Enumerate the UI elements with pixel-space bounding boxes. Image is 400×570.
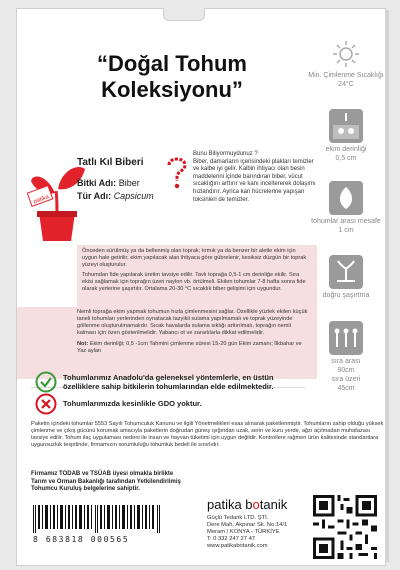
check-circle-icon — [35, 371, 57, 393]
sowing-depth-label: ekim derinliği — [325, 146, 367, 153]
seed-spacing-value: 1 cm — [338, 227, 354, 234]
traditional-seed-text: Tohumlarımız Anadolu'da geleneksel yöntemlerle, en üstün özelliklere sahip bitkilerin tohumlarından elde edilmektedir. — [63, 373, 274, 391]
did-you-know — [193, 151, 317, 204]
species-label: Tür Adı: — [77, 191, 112, 201]
side-icon-column — [307, 33, 385, 453]
question-icon — [163, 155, 191, 196]
membership-text: Firmamız TODAB ve TSÜAB üyesi olmakla birlikte Tarım ve Orman Bakanlığı tarafından Yetkilendirilmiş Tohumcu Kuruluş belgelerine sahiptir. — [31, 471, 181, 492]
brand-part-3: tanik — [259, 497, 288, 512]
seed-spacing-info — [307, 181, 385, 235]
temperature-info — [307, 39, 385, 89]
note-text: Ekim derinliği; 0,5 -1cm Tahmini çimlenme süresi 15-20 gün Ekim zamanı; İlkbahar ve Yaz ayları — [77, 341, 302, 354]
barcode-number: 8 683818 000565 — [33, 535, 130, 544]
company-name: Güçlü Tedarik LTD. ŞTİ. — [207, 515, 269, 521]
brand-part-1: patika b — [207, 497, 253, 512]
seed-packet — [16, 8, 386, 566]
instructions-upper — [77, 245, 317, 307]
did-you-know-text: Biber, damarların içerisindeki plakları temizler ve kalbe iyi gelir. Kalbin ihtiyacı olan besin maddelerini içinde barındıran biber, vücut sıcaklığını arttırır ve kanı inceltererek dolaşımı hızlandırır. Ayrica kan hücrelerine yapışan toksinleri de temizler. — [193, 158, 316, 203]
sowing-depth-icon — [329, 109, 363, 143]
sowing-note — [77, 341, 311, 355]
instruction-paragraph-1: Önceden sürülmüş ya da bellenmiş olan toprak; tırmık ya da benzer bir aletle ekim için uygun hale getirilir, ekim yapılacak alan ihtiyaca göre gübrelenir, kesiksiz düzgün bir toprak yüzeyi oluşturulur. — [82, 248, 307, 268]
plant-name-label: Bitki Adı: — [77, 178, 117, 188]
cross-circle-icon — [35, 393, 57, 415]
address-line-2: Meram / KONYA - TÜRKİYE — [207, 529, 280, 535]
note-label: Not: — [77, 341, 89, 347]
company-website: www.patikabotanik.com — [207, 543, 268, 549]
in-row-spacing-value: 45cm — [337, 385, 355, 392]
brand-logo — [207, 497, 287, 512]
legal-text: Paketin içindeki tohumlar 5553 Sayılı Tohumculuk Kanunu ve ilgili Yönetmelikleri esas alınarak paketlenmiştir. Tohumların sahip olduğu yüksek çimlenme ve çıkış gücünü korumak amacıyla paketlerin doğrudan güneş ışığından uzak, serin ve kuru yerde, ağzı açılmadan muhafazası tavsiye edilir. Tohum ilaç uygulaması nedeni ile insan ve hayvan tüketimi için uygun değildir. Kontrollere rağmen ürün kalitesinde standartlara uygunsuzluk tespitinde, firmamızın sorumluluğu tohumluk bedeli ile sınırlıdır. — [31, 421, 384, 448]
instruction-paragraph-3: Nemli toprağa ekim yapmak tohumun hızla çimlenmesini sağlar. Özellikle yüzlek ekilen küçük taneli tohumları yerlerinden oynatacak tazyikli sulama yapılmamalı ve toprak yüzeyinde göllenme oluşturulmamalıdır. Sıcak havalarda sulama sıklığı arttırılmalı, toprağın nemli kalması için özen gösterilmelidir. Yabancı ot ve zararlılarla dikkat edilmelidir. — [77, 309, 308, 336]
product-name: Tatlı Kıl Biberi — [77, 157, 144, 168]
sowing-depth-info — [307, 109, 385, 163]
instructions-lower — [17, 307, 317, 379]
in-row-spacing-label: sıra üzeri — [331, 376, 361, 383]
transplant-label: doğru şaşırtma — [322, 292, 370, 299]
row-spacing-info — [307, 321, 385, 393]
collection-title: “Doğal Tohum Koleksiyonu” — [97, 51, 247, 102]
did-you-know-title: Bunu Biliyormuydunuz ? — [193, 151, 258, 157]
product-name-block — [77, 157, 154, 201]
company-address — [207, 515, 307, 550]
temperature-value: 24°C — [338, 81, 354, 88]
sowing-depth-value: 0,5 cm — [335, 155, 357, 162]
row-spacing-icon — [329, 321, 363, 355]
address-line-1: Dere Mah. Akpınar Sk. No:14/1 — [207, 522, 288, 528]
transplant-info — [307, 255, 385, 300]
seed-spacing-label: tohumlar arası mesafe — [311, 218, 381, 225]
plant-name: Biber — [118, 178, 140, 188]
hang-hole — [163, 8, 205, 21]
packet-shadow — [385, 10, 389, 562]
row-spacing-label: sıra arası — [331, 358, 361, 365]
sun-icon — [331, 39, 361, 69]
temperature-label: Min. Çimlenme Sıcaklığı — [308, 72, 384, 79]
qr-code — [313, 495, 377, 564]
species-name: Capsicum — [113, 191, 154, 201]
brand-part-2: o — [252, 497, 260, 512]
transplant-icon — [329, 255, 363, 289]
no-gmo-text: Tohumlarımızda kesinlikle GDO yoktur. — [63, 399, 202, 408]
row-spacing-value: 80cm — [337, 367, 355, 374]
barcode — [31, 505, 163, 538]
pot-label: patika — [32, 194, 50, 206]
company-phone: T: 0 332 247 27 47 — [207, 536, 256, 542]
instruction-paragraph-2: Tohumdan fide yapılarak üretim tavsiye edilir. Tavlı toprağa 0,5-1 cm derinliğe ekilir. Sıra ekisi sağlamak için toprağın üzeri naylon vb. örtülmeli. Ekilen tohumlar 7-8 hafta sonra fide olarak yerlerine şaşırtılır. Ortalama 20-30 °C sıcaklık biber gelişimi için uygundur. — [82, 272, 306, 292]
seed-spacing-icon — [329, 181, 363, 215]
